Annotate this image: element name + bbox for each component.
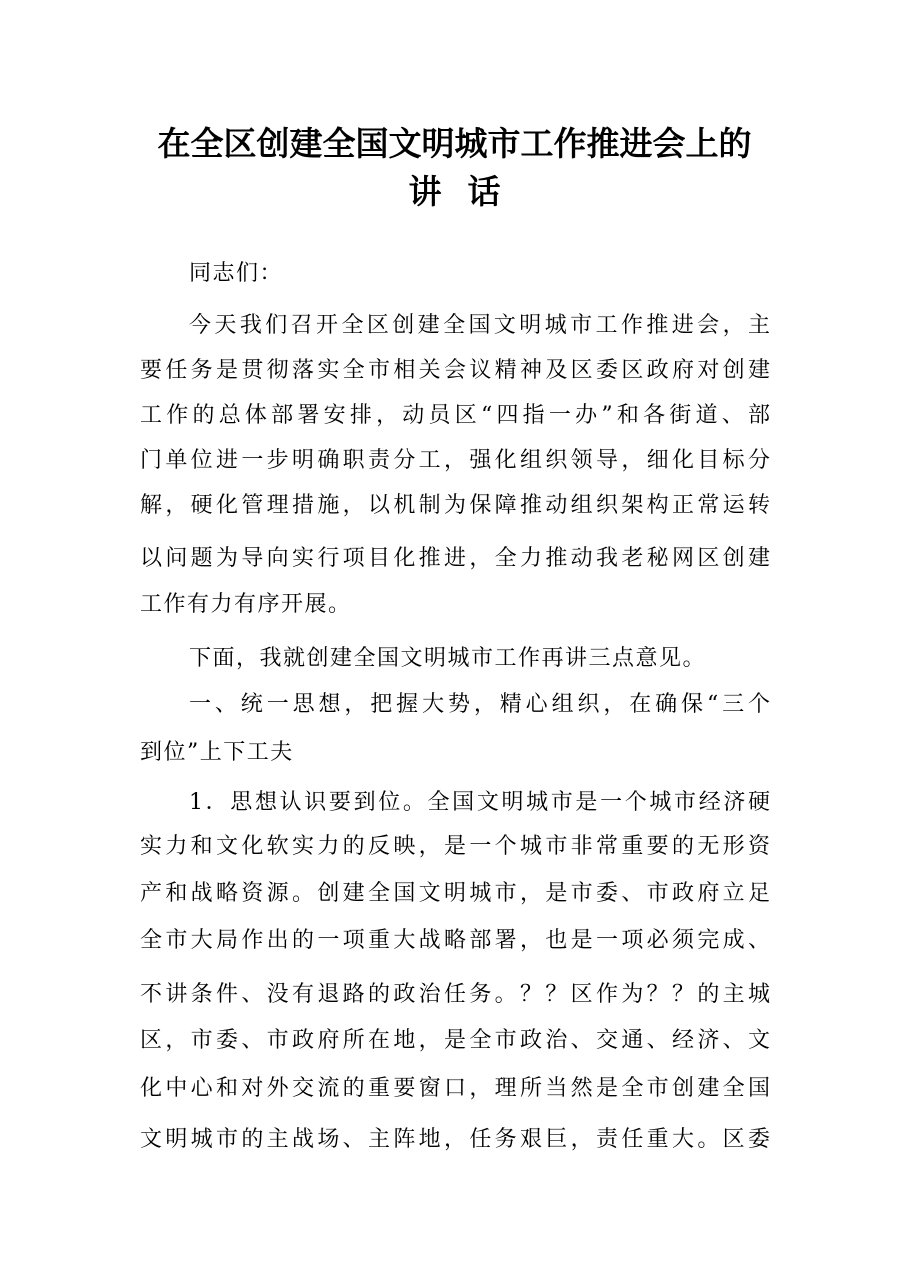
paragraph-line: 解，硬化管理措施，以机制为保障推动组织架构正常运转	[140, 493, 770, 518]
paragraph-line: 文明城市的主战场、主阵地，任务艰巨，责任重大。区委	[140, 1127, 770, 1152]
paragraph-line: 以问题为导向实行项目化推进，全力推动我老秘网区创建	[140, 546, 770, 571]
document-title-line2: 讲话	[408, 172, 527, 211]
paragraph-line: 要任务是贯彻落实全市相关会议精神及区委区政府对创建	[140, 358, 770, 383]
paragraph-line: 今天我们召开全区创建全国文明城市工作推进会，主	[189, 313, 770, 338]
paragraph-line: 下面，我就创建全国文明城市工作再讲三点意见。	[189, 646, 707, 671]
paragraph-line: 全市大局作出的一项重大战略部署，也是一项必须完成、	[140, 928, 770, 953]
paragraph-line: 工作的总体部署安排，动员区“四指一办”和各街道、部	[140, 403, 770, 428]
paragraph-line: 区，市委、市政府所在地，是全市政治、交通、经济、文	[140, 1028, 770, 1053]
paragraph-line: 产和战略资源。创建全国文明城市，是市委、市政府立足	[140, 881, 770, 906]
paragraph-line: 化中心和对外交流的重要窗口，理所当然是全市创建全国	[140, 1076, 770, 1101]
paragraph-line: 1．思想认识要到位。全国文明城市是一个城市经济硬	[189, 790, 770, 815]
paragraph-line: 门单位进一步明确职责分工，强化组织领导，细化目标分	[140, 448, 770, 473]
section-heading-line: 到位”上下工夫	[140, 740, 294, 765]
section-heading-line: 一、统一思想，把握大势，精心组织，在确保“三个	[189, 692, 770, 717]
paragraph-line: 工作有力有序开展。	[140, 592, 352, 617]
salutation: 同志们：	[189, 261, 284, 286]
paragraph-line: 实力和文化软实力的反映，是一个城市非常重要的无形资	[140, 834, 770, 859]
paragraph-line: 不讲条件、没有退路的政治任务。？？区作为？？的主城	[140, 982, 770, 1007]
document-title-line1: 在全区创建全国文明城市工作推进会上的	[157, 124, 752, 163]
